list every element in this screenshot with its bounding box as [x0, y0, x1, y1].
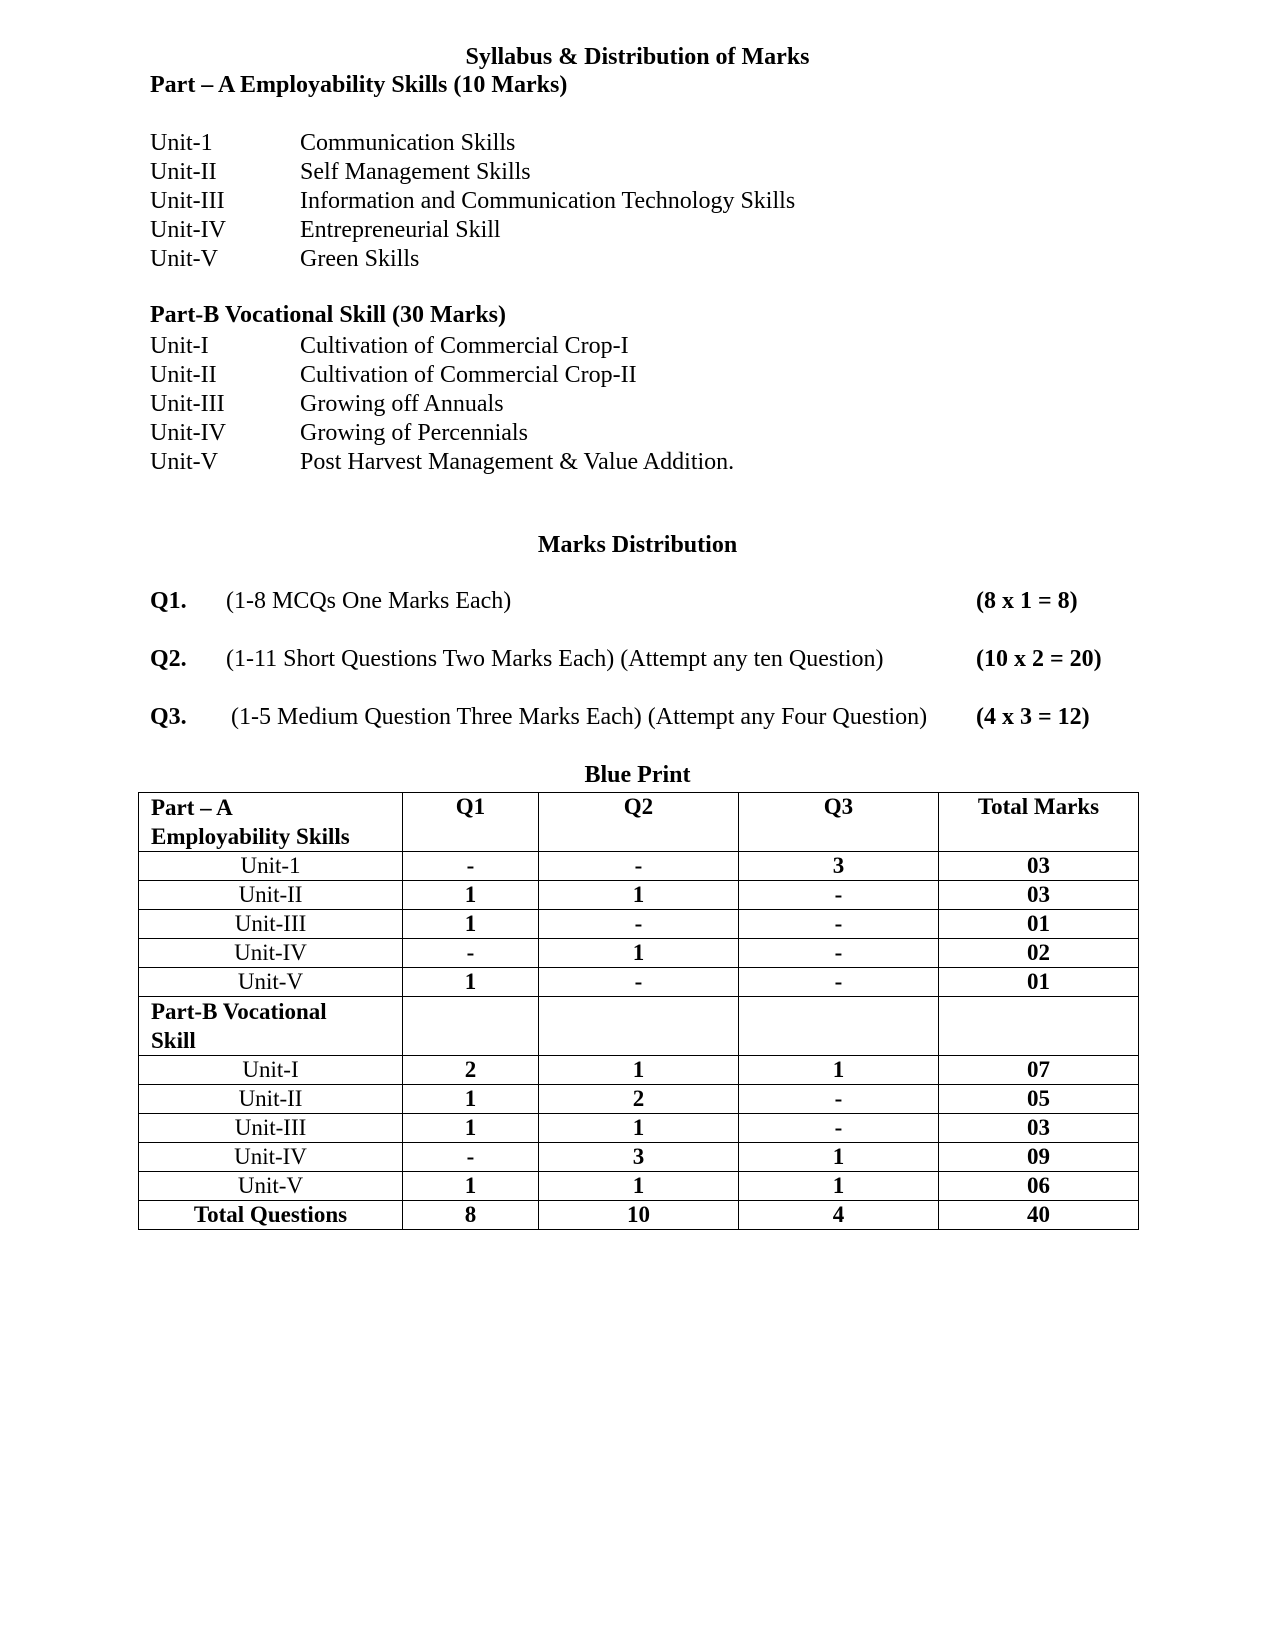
- list-item: [150, 187, 795, 216]
- q1-cell: 1: [403, 1085, 539, 1114]
- q2-cell: 1: [539, 1172, 739, 1201]
- part-b-label: Part-B Vocational: [151, 999, 327, 1024]
- unit-cell: Unit-V: [139, 1172, 403, 1201]
- unit-code: Unit-IV: [150, 420, 226, 446]
- q1-cell: 1: [403, 968, 539, 997]
- unit-cell: Unit-V: [139, 968, 403, 997]
- q1-cell: -: [403, 852, 539, 881]
- unit-code: Unit-I: [150, 333, 209, 359]
- empty-cell: [403, 997, 539, 1056]
- question-description: (1-11 Short Questions Two Marks Each) (Attempt any ten Question): [226, 646, 884, 672]
- unit-code: Unit-IV: [150, 217, 226, 243]
- q2-total: 10: [539, 1201, 739, 1230]
- unit-cell: Unit-IV: [139, 1143, 403, 1172]
- question-description: (1-8 MCQs One Marks Each): [226, 588, 512, 614]
- q3-cell: -: [739, 1114, 939, 1143]
- question-label: Q2.: [150, 646, 187, 672]
- unit-name: Cultivation of Commercial Crop-II: [300, 362, 637, 388]
- unit-name: Information and Communication Technology Skills: [300, 188, 796, 214]
- question-marks: (8 x 1 = 8): [976, 588, 1078, 614]
- total-cell: 03: [939, 852, 1139, 881]
- unit-name: Growing of Percennials: [300, 420, 528, 446]
- table-row: [139, 968, 1139, 997]
- part-b-heading: Part-B Vocational Skill (30 Marks): [150, 302, 507, 328]
- table-row: [139, 852, 1139, 881]
- q3-cell: -: [739, 1085, 939, 1114]
- header-q3: Q3: [739, 793, 939, 852]
- unit-name: Green Skills: [300, 246, 420, 272]
- unit-cell: Unit-1: [139, 852, 403, 881]
- total-questions-label: Total Questions: [139, 1201, 403, 1230]
- total-cell: 05: [939, 1085, 1139, 1114]
- unit-name: Self Management Skills: [300, 159, 531, 185]
- unit-cell: Unit-III: [139, 910, 403, 939]
- total-row: [139, 1201, 1139, 1230]
- table-row: [139, 1172, 1139, 1201]
- q2-cell: 3: [539, 1143, 739, 1172]
- list-item: [150, 158, 795, 187]
- unit-code: Unit-II: [150, 362, 217, 388]
- document-title: Syllabus & Distribution of Marks: [465, 44, 810, 70]
- q2-cell: -: [539, 910, 739, 939]
- q2-cell: -: [539, 968, 739, 997]
- q2-cell: 1: [539, 881, 739, 910]
- unit-name: Post Harvest Management & Value Addition.: [300, 449, 735, 475]
- q1-cell: 1: [403, 910, 539, 939]
- header-section: [139, 793, 403, 852]
- total-cell: 06: [939, 1172, 1139, 1201]
- total-cell: 03: [939, 881, 1139, 910]
- empty-cell: [539, 997, 739, 1056]
- unit-code: Unit-1: [150, 130, 213, 156]
- unit-code: Unit-II: [150, 159, 217, 185]
- q2-cell: 1: [539, 1114, 739, 1143]
- table-row: [139, 1085, 1139, 1114]
- q2-cell: 2: [539, 1085, 739, 1114]
- part-a-unit-list: [150, 129, 795, 274]
- list-item: [150, 245, 795, 274]
- unit-code: Unit-V: [150, 246, 218, 272]
- unit-code: Unit-V: [150, 449, 218, 475]
- q1-total: 8: [403, 1201, 539, 1230]
- empty-cell: [939, 997, 1139, 1056]
- header-section-subtitle: Employability Skills: [151, 824, 350, 849]
- table-header-row: [139, 793, 1139, 852]
- unit-cell: Unit-IV: [139, 939, 403, 968]
- list-item: [150, 361, 734, 390]
- total-cell: 07: [939, 1056, 1139, 1085]
- q3-cell: 1: [739, 1143, 939, 1172]
- part-b-section-cell: [139, 997, 403, 1056]
- question-marks: (10 x 2 = 20): [976, 646, 1102, 672]
- q1-cell: 1: [403, 1172, 539, 1201]
- q2-cell: -: [539, 852, 739, 881]
- unit-cell: Unit-I: [139, 1056, 403, 1085]
- unit-name: Growing off Annuals: [300, 391, 504, 417]
- table-row: [139, 1143, 1139, 1172]
- list-item: [150, 419, 734, 448]
- total-cell: 01: [939, 910, 1139, 939]
- question-row-q3: [150, 704, 1110, 734]
- list-item: [150, 129, 795, 158]
- list-item: [150, 390, 734, 419]
- unit-name: Cultivation of Commercial Crop-I: [300, 333, 629, 359]
- total-cell: 03: [939, 1114, 1139, 1143]
- part-a-heading: Part – A Employability Skills (10 Marks): [150, 72, 568, 98]
- q3-cell: -: [739, 910, 939, 939]
- list-item: [150, 448, 734, 477]
- question-label: Q1.: [150, 588, 187, 614]
- q1-cell: -: [403, 939, 539, 968]
- q1-cell: 1: [403, 881, 539, 910]
- question-row-q2: [150, 646, 1110, 676]
- unit-code: Unit-III: [150, 391, 225, 417]
- q3-cell: 3: [739, 852, 939, 881]
- table-row: [139, 1114, 1139, 1143]
- header-q2: Q2: [539, 793, 739, 852]
- question-description: (1-5 Medium Question Three Marks Each) (Attempt any Four Question): [231, 704, 928, 730]
- header-section-title: Part – A: [151, 795, 233, 820]
- unit-name: Communication Skills: [300, 130, 516, 156]
- list-item: [150, 332, 734, 361]
- q3-cell: -: [739, 881, 939, 910]
- empty-cell: [739, 997, 939, 1056]
- q2-cell: 1: [539, 1056, 739, 1085]
- q1-cell: 2: [403, 1056, 539, 1085]
- unit-name: Entrepreneurial Skill: [300, 217, 501, 243]
- q1-cell: -: [403, 1143, 539, 1172]
- q3-cell: -: [739, 939, 939, 968]
- total-cell: 02: [939, 939, 1139, 968]
- table-row: [139, 1056, 1139, 1085]
- blue-print-title: Blue Print: [584, 762, 691, 788]
- q3-cell: -: [739, 968, 939, 997]
- total-cell: 09: [939, 1143, 1139, 1172]
- unit-cell: Unit-II: [139, 881, 403, 910]
- marks-distribution-title: Marks Distribution: [537, 532, 738, 558]
- header-total: Total Marks: [939, 793, 1139, 852]
- table-row: [139, 910, 1139, 939]
- q2-cell: 1: [539, 939, 739, 968]
- question-row-q1: [150, 588, 1110, 618]
- list-item: [150, 216, 795, 245]
- header-q1: Q1: [403, 793, 539, 852]
- part-b-label-sub: Skill: [151, 1028, 196, 1053]
- grand-total: 40: [939, 1201, 1139, 1230]
- q3-total: 4: [739, 1201, 939, 1230]
- total-cell: 01: [939, 968, 1139, 997]
- table-row: [139, 939, 1139, 968]
- table-row: [139, 881, 1139, 910]
- question-label: Q3.: [150, 704, 187, 730]
- q1-cell: 1: [403, 1114, 539, 1143]
- unit-code: Unit-III: [150, 188, 225, 214]
- blue-print-table: [138, 792, 1139, 1230]
- q3-cell: 1: [739, 1056, 939, 1085]
- part-b-unit-list: [150, 332, 734, 477]
- unit-cell: Unit-II: [139, 1085, 403, 1114]
- question-marks: (4 x 3 = 12): [976, 704, 1090, 730]
- q3-cell: 1: [739, 1172, 939, 1201]
- section-row-part-b: [139, 997, 1139, 1056]
- unit-cell: Unit-III: [139, 1114, 403, 1143]
